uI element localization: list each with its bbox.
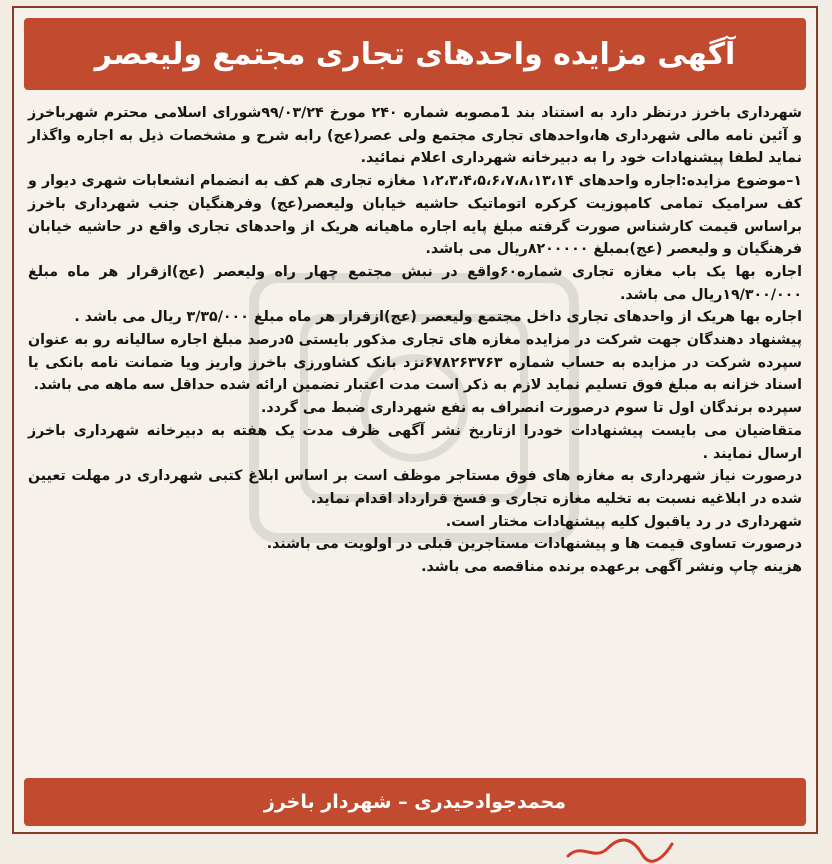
paragraph-deadline: متقاضیان می بایست پیشنهادات خودرا ازتاریخ نشر آگهی ظرف مدت یک هفته به دبیرخانه شهرداری باخرز ارسال نمایند . — [28, 422, 802, 462]
paragraph-cost: هزینه چاپ ونشر آگهی برعهده برنده مناقصه می باشد. — [421, 559, 802, 576]
paragraph-deposit: پیشنهاد دهندگان جهت شرکت در مزایده مغازه های تجاری مذکور بایستی ۵درصد مبلغ اجاره سالیانه رو به عنوان سپرده شرکت در مزایده به حساب شماره ۶۷۸۲۶۳۷۶۳نزد بانک کشاورزی باخرز واریز ویا ضمانت نامه بانکی یا اسناد خزانه به مبلغ فوق تسلیم نماید لازم به ذکر است مدت اعتبار تضمین ارائه شده حداقل سه ماهه می باشد. — [28, 332, 803, 394]
paragraph-eviction: درصورت نیاز شهرداری به مغازه های فوق مستاجر موظف است بر اساس ابلاغ کتبی شهرداری در مهلت تعیین شده در ابلاغیه نسبت به تخلیه مغازه تجاری و فسخ قرارداد اقدام نماید. — [28, 468, 802, 507]
title-banner — [24, 18, 806, 90]
paragraph-discretion: شهرداری در رد یاقبول کلیه پیشنهادات مختار است. — [445, 513, 802, 530]
paragraph-corner-shop: اجاره بها یک باب مغازه تجاری شماره۶۰واقع در نبش مجتمع چهار راه ولیعصر (عج)ازقرار هر ماه مبلغ ۱۹/۳۰۰/۰۰۰ریال می باشد. — [28, 263, 802, 303]
paragraph-subject: ۱–موضوع مزایده:اجاره واحدهای ۱،۲،۳،۴،۵،۶،۷،۸،۱۳،۱۴ مغازه تجاری هم کف به انضمام انشعابات شهری دیوار و کف سرامیک تمامی کامپوزیت کرکره اتوماتیک حاشیه خیابان ولیعصر(عج) وفرهنگیان جنب شهرداری باخرز براساس قیمت کارشناس صورت گرفته مبلغ پایه اجاره ماهیانه هریک از واحدهای تجاری واقع در حاشیه خیابان فرهنگیان و ولیعصر (عج)بمبلغ ۸۲۰۰۰۰۰ریال می باشد. — [28, 173, 802, 258]
notice-body — [28, 102, 802, 579]
auction-notice — [12, 6, 818, 834]
paragraph-priority: درصورت تساوی قیمت ها و پیشنهادات مستاجرین قبلی در اولویت می باشند. — [266, 536, 802, 553]
signatory-name: محمدجوادحیدری – شهردار باخرز — [263, 791, 567, 813]
paragraph-inner-units: اجاره بها هریک از واحدهای تجاری داخل مجتمع ولیعصر (عج)ازقرار هر ماه مبلغ ۳/۳۵/۰۰۰ ریال می باشد . — [74, 309, 802, 326]
paragraph-forfeit: سپرده برندگان اول تا سوم درصورت انصراف به نفع شهرداری ضبط می گردد. — [260, 400, 802, 417]
notice-title: آگهی مزایده واحدهای تجاری مجتمع ولیعصر — [94, 36, 736, 72]
paragraph-intro: شهرداری باخرز درنظر دارد به استناد بند 1مصوبه شماره ۲۴۰ مورخ ۹۹/۰۳/۲۴شورای اسلامی محترم شهرباخرز و آئین نامه مالی شهرداری ها،واحدهای تجاری مجتمع ولی عصر(عج) رابه شرح و مشخصات ذیل به اجاره واگذار نماید لطفا پیشنهادات خود را به دبیرخانه شهرداری اعلام نمائید. — [28, 105, 802, 167]
signatory-banner — [24, 778, 806, 826]
signature-scribble — [560, 836, 680, 864]
